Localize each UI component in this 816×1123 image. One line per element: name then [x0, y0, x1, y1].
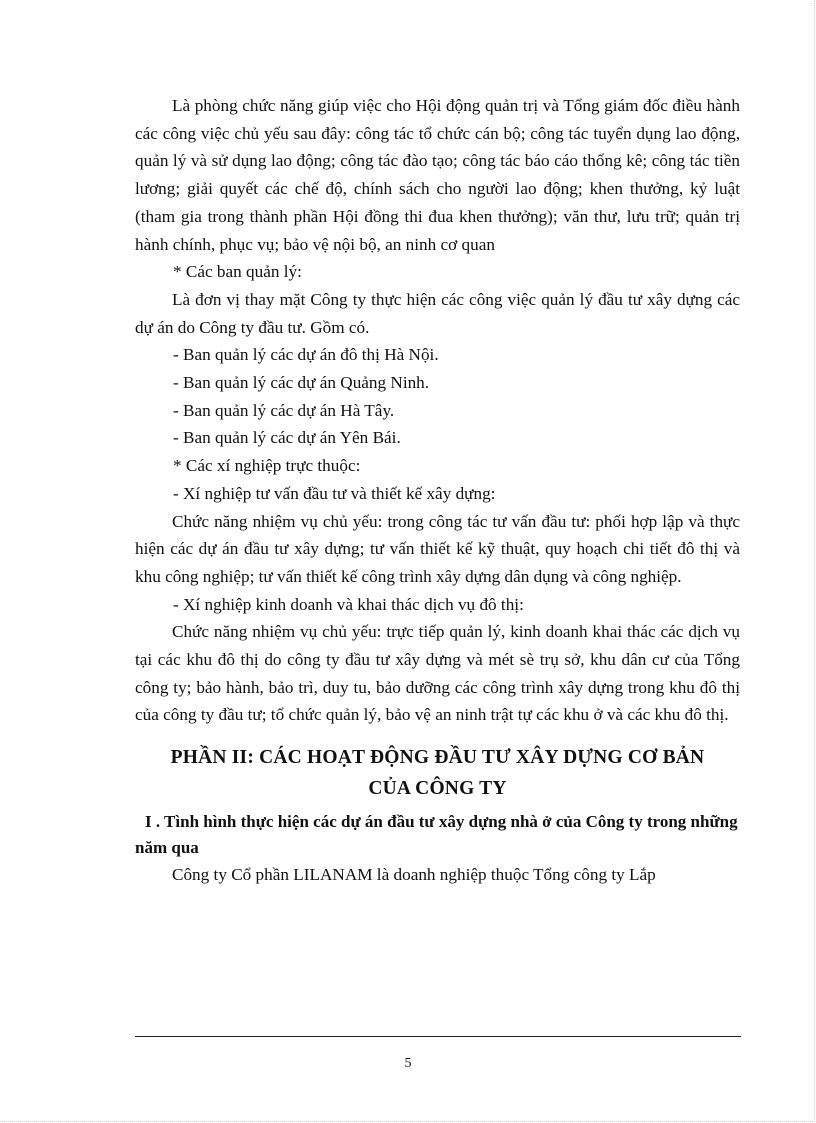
- page-number: 5: [404, 1056, 412, 1071]
- section-heading-line-1: PHẦN II: CÁC HOẠT ĐỘNG ĐẦU TƯ XÂY DỰNG CƠ BẢN: [170, 747, 705, 769]
- heading-management-boards: * Các ban quản lý:: [173, 262, 302, 282]
- document-body: [135, 92, 740, 889]
- paragraph-urban-services-duties: Chức năng nhiệm vụ chủ yếu: trực tiếp quản lý, kinh doanh khai thác các dịch vụ tại các khu đô thị do công ty đầu tư xây dựng và mét sè trụ sở, khu dân cư của Tổng công ty; bảo hành, bảo trì, duy tu, bảo dưỡng các công trình xây dựng trong khu đô thị của công ty đầu tư; tổ chức quản lý, bảo vệ an ninh trật tự các khu ở và các khu đô thị.: [135, 622, 740, 725]
- list-item: - Xí nghiệp kinh doanh và khai thác dịch vụ đô thị:: [173, 594, 524, 614]
- list-item: - Ban quản lý các dự án đô thị Hà Nội.: [173, 345, 439, 365]
- list-item: - Ban quản lý các dự án Quảng Ninh.: [173, 373, 430, 393]
- paragraph-consulting-duties: Chức năng nhiệm vụ chủ yếu: trong công tác tư vấn đầu tư: phối hợp lập và thực hiện các dự án đầu tư xây dựng; tư vấn thiết kế kỹ thuật, quy hoạch chi tiết đô thị và khu công nghiệp; tư vấn thiết kế công trình xây dựng dân dụng và công nghiệp.: [135, 511, 740, 586]
- paragraph-management-boards: Là đơn vị thay mặt Công ty thực hiện các công việc quản lý đầu tư xây dựng các dự án do Công ty đầu tư. Gồm có.: [135, 289, 740, 337]
- list-item: - Ban quản lý các dự án Yên Bái.: [173, 428, 401, 448]
- footer-rule: [135, 1036, 741, 1037]
- section-heading-line-2: CỦA CÔNG TY: [368, 778, 507, 800]
- paragraph-company-intro: Công ty Cổ phần LILANAM là doanh nghiệp thuộc Tổng công ty Lắp: [172, 865, 656, 885]
- heading-subsidiaries: * Các xí nghiệp trực thuộc:: [173, 456, 361, 476]
- paragraph-admin-department: Là phòng chức năng giúp việc cho Hội động quản trị và Tổng giám đốc điều hành các công việc chủ yếu sau đây: công tác tổ chức cán bộ; công tác tuyển dụng lao động, quản lý và sử dụng lao động; công tác đào tạo; công tác báo cáo thống kê; công tác tiền lương; giải quyết các chế độ, chính sách cho người lao động; khen thưởng, kỷ luật (tham gia trong thành phần Hội đồng thi đua khen thưởng); văn thư, lưu trữ; quản trị hành chính, phục vụ; bảo vệ nội bộ, an ninh cơ quan: [135, 96, 740, 254]
- section-heading: [135, 742, 740, 804]
- subsection-heading: I . Tình hình thực hiện các dự án đầu tư xây dựng nhà ở của Công ty trong những năm qua: [135, 812, 738, 858]
- list-item: - Xí nghiệp tư vấn đầu tư và thiết kế xây dựng:: [173, 483, 496, 503]
- list-item: - Ban quản lý các dự án Hà Tây.: [173, 400, 395, 420]
